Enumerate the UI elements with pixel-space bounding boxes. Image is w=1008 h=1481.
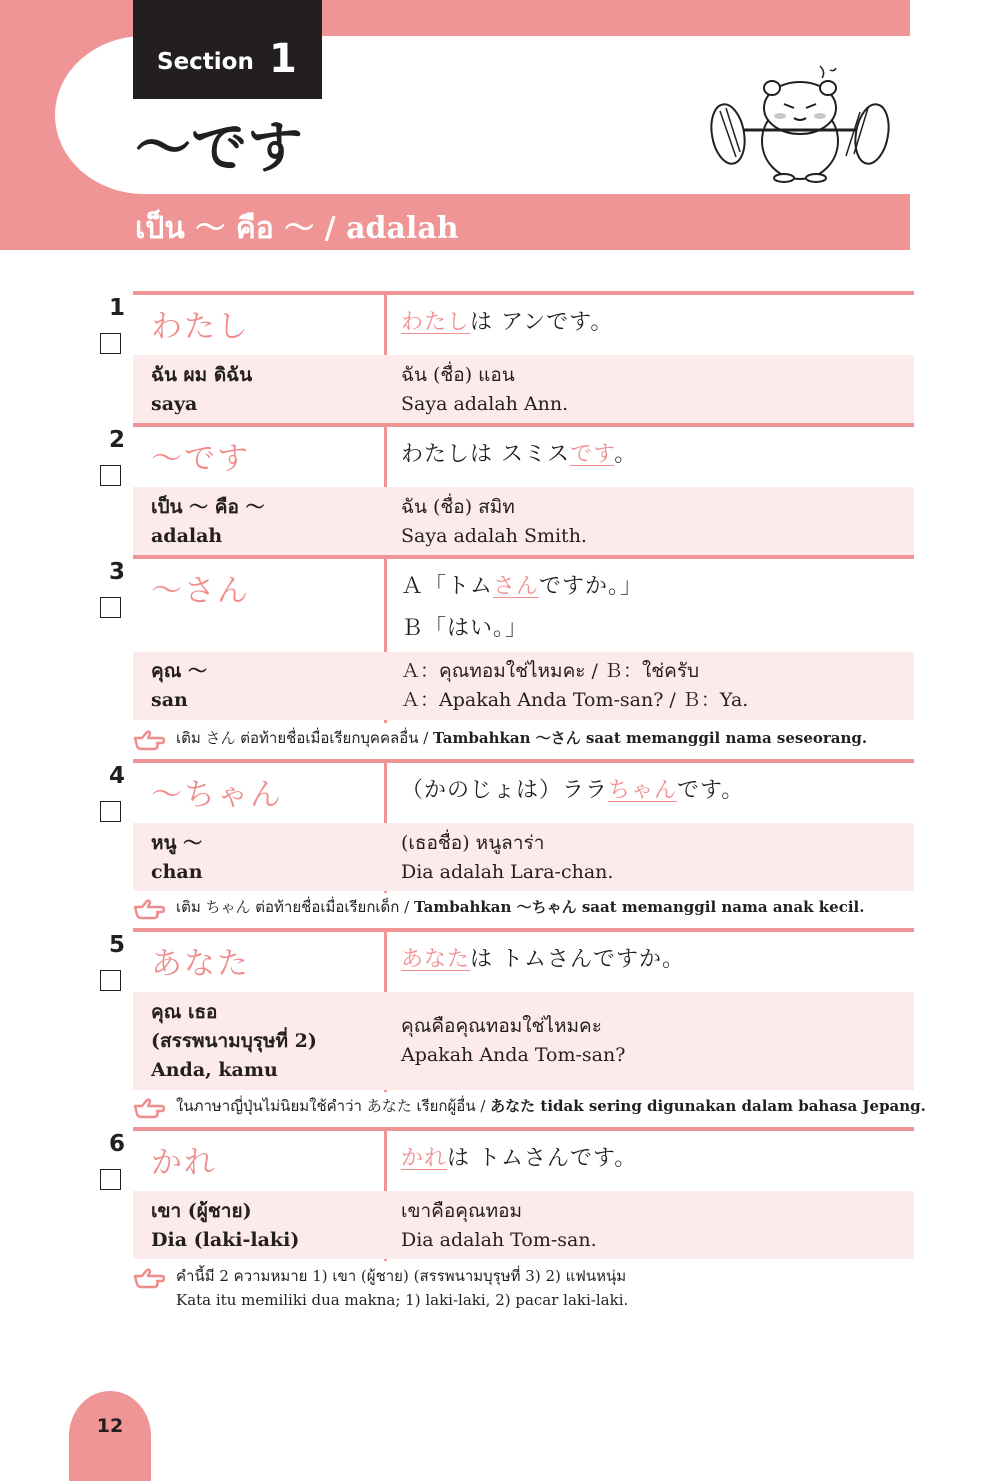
entry-number: 5 <box>109 932 126 958</box>
page-number: 12 <box>96 1415 124 1437</box>
example-sentence: あなたは トムさんですか。 <box>401 947 686 972</box>
meaning: คุณ เธอ (สรรพนามบุรุษที่ 2) Anda, kamu <box>151 1001 317 1081</box>
meaning: ฉัน ผม ดิฉัน saya <box>151 364 253 415</box>
translation: Ａ：คุณทอมใช่ไหมคะ / Ｂ：ใช่ครับ Ａ：Apakah Anda Tom-san? / Ｂ：Ya. <box>401 660 749 711</box>
vocab-word: ～です <box>151 441 250 477</box>
vocab-entry-1 <box>109 291 914 427</box>
entry-number: 4 <box>109 763 126 789</box>
translation: ฉัน (ชื่อ) แอน Saya adalah Ann. <box>401 364 569 415</box>
pointing-hand-icon <box>133 1097 165 1119</box>
entry-checkbox[interactable] <box>100 801 121 822</box>
entry-number: 6 <box>109 1131 126 1157</box>
entry-number: 2 <box>109 427 126 453</box>
pointing-hand-icon <box>133 898 165 920</box>
entry-checkbox[interactable] <box>100 597 121 618</box>
section-number: 1 <box>269 36 297 82</box>
vocab-entry-3 <box>109 555 914 725</box>
entry-checkbox[interactable] <box>100 970 121 991</box>
vocab-word: かれ <box>151 1145 217 1181</box>
example-sentence-2: Ｂ「はい。」 <box>401 616 529 641</box>
translation: เขาคือคุณทอม Dia adalah Tom-san. <box>401 1200 597 1251</box>
vocab-entry-4 <box>109 759 914 895</box>
entry-checkbox[interactable] <box>100 1169 121 1190</box>
page-number-tab <box>69 1391 151 1481</box>
translation: คุณคือคุณทอมใช่ไหมคะ Apakah Anda Tom-san? <box>401 1015 626 1066</box>
page-title: ～です <box>135 116 303 181</box>
vocab-entry-2 <box>109 423 914 559</box>
example-sentence: わたしは スミスです。 <box>401 442 638 467</box>
entry-checkbox[interactable] <box>100 465 121 486</box>
entry-number: 1 <box>109 295 126 321</box>
example-sentence: わたしは アンです。 <box>401 310 614 335</box>
vocab-word: あなた <box>151 946 250 982</box>
meaning: เป็น ～ คือ ～ adalah <box>151 496 265 547</box>
meaning: หนู ～ chan <box>151 832 203 883</box>
vocab-word: わたし <box>151 309 250 345</box>
example-sentence: かれは トムさんです。 <box>401 1146 638 1171</box>
entry-checkbox[interactable] <box>100 333 121 354</box>
translation: ฉัน (ชื่อ) สมิท Saya adalah Smith. <box>401 496 587 547</box>
entry-number: 3 <box>109 559 126 585</box>
hamster-weightlifting-icon <box>700 56 900 186</box>
vocab-entry-5 <box>109 928 914 1094</box>
section-word: Section <box>157 49 254 75</box>
example-sentence: （かのじょは）ララちゃんです。 <box>401 778 745 803</box>
example-sentence: Ａ「トムさんですか。」 <box>401 574 644 599</box>
page-subtitle: เป็น ～ คือ ～ / adalah <box>135 211 459 246</box>
pointing-hand-icon <box>133 729 165 751</box>
vocab-word: ～さん <box>151 573 250 609</box>
meaning: เขา (ผู้ชาย) Dia (laki-laki) <box>151 1200 300 1251</box>
translation: (เธอชื่อ) หนูลาร่า Dia adalah Lara-chan. <box>401 832 614 883</box>
vocab-entry-6 <box>109 1127 914 1263</box>
pointing-hand-icon <box>133 1267 165 1289</box>
vocab-word: ～ちゃん <box>151 777 283 813</box>
meaning: คุณ ～ san <box>151 660 207 711</box>
section-badge <box>133 0 322 99</box>
